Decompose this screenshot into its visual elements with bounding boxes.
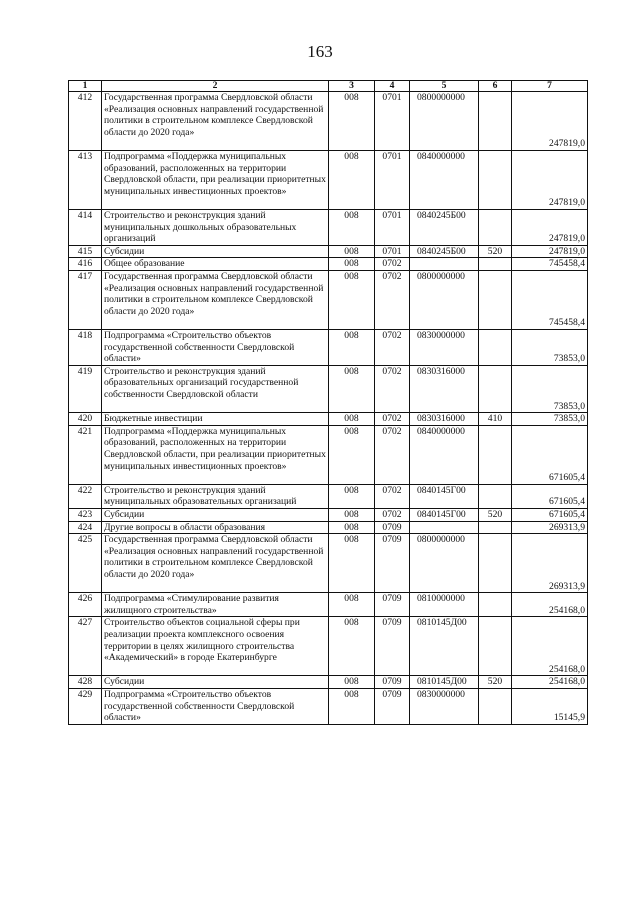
amount-cell: 247819,0	[512, 210, 588, 246]
expense-type-cell	[479, 593, 512, 617]
section-code-cell: 0702	[375, 329, 410, 365]
section-code-cell: 0701	[375, 92, 410, 151]
item-name-cell: Субсидии	[102, 245, 329, 258]
item-name-cell: Государственная программа Свердловской области «Реализация основных направлений государственной политики в строительном комплексе Свердловской области до 2020 года»	[102, 270, 329, 329]
section-code-cell: 0709	[375, 521, 410, 534]
table-row	[69, 365, 588, 412]
section-code-cell: 0701	[375, 151, 410, 210]
section-code-cell: 0701	[375, 210, 410, 246]
table-row	[69, 617, 588, 676]
column-header: 5	[410, 81, 479, 92]
amount-cell: 73853,0	[512, 365, 588, 412]
table-row	[69, 245, 588, 258]
item-name-cell: Подпрограмма «Стимулирование развития жилищного строительства»	[102, 593, 329, 617]
target-article-cell: 0810145Д00	[410, 676, 479, 689]
expense-type-cell	[479, 329, 512, 365]
row-number-cell: 421	[69, 425, 102, 484]
table-row	[69, 484, 588, 508]
section-code-cell: 0709	[375, 688, 410, 724]
amount-cell: 73853,0	[512, 413, 588, 426]
expense-type-cell	[479, 688, 512, 724]
ministry-code-cell: 008	[329, 534, 375, 593]
section-code-cell: 0702	[375, 258, 410, 271]
row-number-cell: 414	[69, 210, 102, 246]
expense-type-cell	[479, 210, 512, 246]
table-row	[69, 508, 588, 521]
amount-cell: 745458,4	[512, 270, 588, 329]
row-number-cell: 428	[69, 676, 102, 689]
row-number-cell: 423	[69, 508, 102, 521]
table-body	[69, 92, 588, 725]
amount-cell: 745458,4	[512, 258, 588, 271]
amount-cell: 254168,0	[512, 617, 588, 676]
ministry-code-cell: 008	[329, 676, 375, 689]
ministry-code-cell: 008	[329, 593, 375, 617]
table-row	[69, 151, 588, 210]
target-article-cell: 0840000000	[410, 425, 479, 484]
table-row	[69, 210, 588, 246]
expense-type-cell	[479, 534, 512, 593]
item-name-cell: Другие вопросы в области образования	[102, 521, 329, 534]
target-article-cell: 0830000000	[410, 329, 479, 365]
ministry-code-cell: 008	[329, 521, 375, 534]
row-number-cell: 427	[69, 617, 102, 676]
ministry-code-cell: 008	[329, 617, 375, 676]
expense-type-cell: 410	[479, 413, 512, 426]
target-article-cell: 0840245Б00	[410, 210, 479, 246]
target-article-cell: 0800000000	[410, 534, 479, 593]
row-number-cell: 417	[69, 270, 102, 329]
row-number-cell: 418	[69, 329, 102, 365]
section-code-cell: 0702	[375, 413, 410, 426]
target-article-cell: 0840145Г00	[410, 484, 479, 508]
amount-cell: 671605,4	[512, 508, 588, 521]
target-article-cell	[410, 521, 479, 534]
target-article-cell: 0830000000	[410, 688, 479, 724]
ministry-code-cell: 008	[329, 210, 375, 246]
row-number-cell: 413	[69, 151, 102, 210]
item-name-cell: Строительство объектов социальной сферы при реализации проекта комплексного освоения территории в целях жилищного строительства «Академический» в городе Екатеринбурге	[102, 617, 329, 676]
column-header: 4	[375, 81, 410, 92]
ministry-code-cell: 008	[329, 270, 375, 329]
table-row	[69, 534, 588, 593]
section-code-cell: 0709	[375, 534, 410, 593]
target-article-cell: 0830316000	[410, 365, 479, 412]
column-header: 3	[329, 81, 375, 92]
amount-cell: 247819,0	[512, 151, 588, 210]
amount-cell: 254168,0	[512, 676, 588, 689]
item-name-cell: Подпрограмма «Строительство объектов государственной собственности Свердловской области»	[102, 329, 329, 365]
section-code-cell: 0709	[375, 617, 410, 676]
ministry-code-cell: 008	[329, 688, 375, 724]
section-code-cell: 0702	[375, 270, 410, 329]
expense-type-cell	[479, 425, 512, 484]
target-article-cell: 0830316000	[410, 413, 479, 426]
target-article-cell: 0800000000	[410, 270, 479, 329]
section-code-cell: 0709	[375, 593, 410, 617]
amount-cell: 671605,4	[512, 484, 588, 508]
section-code-cell: 0701	[375, 245, 410, 258]
amount-cell: 269313,9	[512, 521, 588, 534]
row-number-cell: 429	[69, 688, 102, 724]
column-header: 2	[102, 81, 329, 92]
expense-type-cell: 520	[479, 245, 512, 258]
ministry-code-cell: 008	[329, 425, 375, 484]
expense-type-cell	[479, 617, 512, 676]
expense-type-cell	[479, 521, 512, 534]
expense-type-cell	[479, 365, 512, 412]
table-row	[69, 676, 588, 689]
amount-cell: 15145,9	[512, 688, 588, 724]
table-row	[69, 593, 588, 617]
table-header-row	[69, 81, 588, 92]
table-row	[69, 688, 588, 724]
table-row	[69, 425, 588, 484]
table-row	[69, 258, 588, 271]
ministry-code-cell: 008	[329, 258, 375, 271]
ministry-code-cell: 008	[329, 151, 375, 210]
expense-type-cell: 520	[479, 676, 512, 689]
item-name-cell: Строительство и реконструкция зданий муниципальных дошкольных образовательных организаций	[102, 210, 329, 246]
column-header: 7	[512, 81, 588, 92]
ministry-code-cell: 008	[329, 484, 375, 508]
target-article-cell: 0840145Г00	[410, 508, 479, 521]
table-row	[69, 413, 588, 426]
section-code-cell: 0702	[375, 484, 410, 508]
item-name-cell: Подпрограмма «Поддержка муниципальных образований, расположенных на территории Свердловской области, при реализации приоритетных муниципальных инвестиционных проектов»	[102, 151, 329, 210]
item-name-cell: Строительство и реконструкция зданий образовательных организаций государственной собственности Свердловской области	[102, 365, 329, 412]
expense-type-cell	[479, 151, 512, 210]
budget-table	[68, 80, 588, 725]
row-number-cell: 425	[69, 534, 102, 593]
row-number-cell: 412	[69, 92, 102, 151]
item-name-cell: Строительство и реконструкция зданий муниципальных образовательных организаций	[102, 484, 329, 508]
target-article-cell: 0800000000	[410, 92, 479, 151]
item-name-cell: Субсидии	[102, 508, 329, 521]
table-row	[69, 270, 588, 329]
row-number-cell: 424	[69, 521, 102, 534]
ministry-code-cell: 008	[329, 92, 375, 151]
ministry-code-cell: 008	[329, 329, 375, 365]
item-name-cell: Общее образование	[102, 258, 329, 271]
row-number-cell: 419	[69, 365, 102, 412]
expense-type-cell	[479, 92, 512, 151]
target-article-cell	[410, 258, 479, 271]
expense-type-cell	[479, 484, 512, 508]
expense-type-cell	[479, 270, 512, 329]
target-article-cell: 0810145Д00	[410, 617, 479, 676]
target-article-cell: 0810000000	[410, 593, 479, 617]
amount-cell: 254168,0	[512, 593, 588, 617]
section-code-cell: 0702	[375, 508, 410, 521]
expense-type-cell: 520	[479, 508, 512, 521]
amount-cell: 247819,0	[512, 92, 588, 151]
amount-cell: 269313,9	[512, 534, 588, 593]
target-article-cell: 0840245Б00	[410, 245, 479, 258]
row-number-cell: 422	[69, 484, 102, 508]
table-row	[69, 521, 588, 534]
ministry-code-cell: 008	[329, 508, 375, 521]
item-name-cell: Подпрограмма «Поддержка муниципальных образований, расположенных на территории Свердловской области, при реализации приоритетных муниципальных инвестиционных проектов»	[102, 425, 329, 484]
row-number-cell: 415	[69, 245, 102, 258]
item-name-cell: Государственная программа Свердловской области «Реализация основных направлений государственной политики в строительном комплексе Свердловской области до 2020 года»	[102, 534, 329, 593]
item-name-cell: Бюджетные инвестиции	[102, 413, 329, 426]
row-number-cell: 420	[69, 413, 102, 426]
table-row	[69, 92, 588, 151]
item-name-cell: Подпрограмма «Строительство объектов государственной собственности Свердловской области»	[102, 688, 329, 724]
target-article-cell: 0840000000	[410, 151, 479, 210]
section-code-cell: 0702	[375, 425, 410, 484]
expense-type-cell	[479, 258, 512, 271]
item-name-cell: Государственная программа Свердловской области «Реализация основных направлений государственной политики в строительном комплексе Свердловской области до 2020 года»	[102, 92, 329, 151]
section-code-cell: 0709	[375, 676, 410, 689]
item-name-cell: Субсидии	[102, 676, 329, 689]
ministry-code-cell: 008	[329, 365, 375, 412]
row-number-cell: 416	[69, 258, 102, 271]
ministry-code-cell: 008	[329, 413, 375, 426]
column-header: 1	[69, 81, 102, 92]
amount-cell: 73853,0	[512, 329, 588, 365]
column-header: 6	[479, 81, 512, 92]
amount-cell: 247819,0	[512, 245, 588, 258]
amount-cell: 671605,4	[512, 425, 588, 484]
page-number: 163	[307, 42, 333, 61]
row-number-cell: 426	[69, 593, 102, 617]
ministry-code-cell: 008	[329, 245, 375, 258]
section-code-cell: 0702	[375, 365, 410, 412]
table-row	[69, 329, 588, 365]
